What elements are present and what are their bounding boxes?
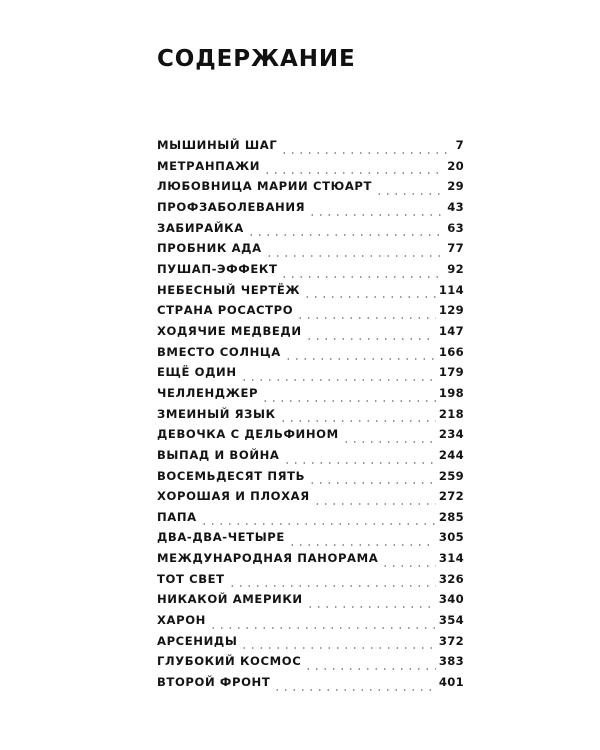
dot-leader — [263, 172, 444, 174]
toc-entry-title: НИКАКОЙ АМЕРИКИ — [157, 592, 303, 607]
toc-entry — [157, 427, 464, 448]
dot-leader — [375, 193, 444, 195]
toc-entry — [157, 365, 464, 386]
dot-leader — [279, 420, 436, 422]
toc-entry-page-number: 354 — [438, 613, 464, 628]
toc-entry-page-number: 244 — [438, 447, 464, 462]
dot-leader — [305, 338, 436, 340]
dot-leader — [280, 276, 444, 278]
toc-entry-title: ХОДЯЧИЕ МЕДВЕДИ — [157, 323, 302, 338]
toc-entry — [157, 200, 464, 221]
toc-entry-title: ХОРОШАЯ И ПЛОХАЯ — [157, 489, 310, 504]
toc-entry-page-number: 234 — [438, 427, 464, 442]
toc-entry-title: ХАРОН — [157, 613, 206, 628]
toc-entry-title: ТОТ СВЕТ — [157, 571, 225, 586]
toc-entry — [157, 179, 464, 200]
toc-entry — [157, 469, 464, 490]
toc-entry — [157, 138, 464, 159]
toc-entry-page-number: 401 — [438, 675, 464, 690]
toc-entry-title: МЕЖДУНАРОДНАЯ ПАНОРАМА — [157, 551, 379, 566]
toc-entry — [157, 324, 464, 345]
toc-entry — [157, 634, 464, 655]
toc-entry-title: ВЫПАД И ВОЙНА — [157, 447, 280, 462]
toc-entry — [157, 613, 464, 634]
toc-entry-title: ЕЩЁ ОДИН — [157, 365, 237, 380]
toc-entry — [157, 489, 464, 510]
dot-leader — [288, 544, 436, 546]
toc-entry — [157, 510, 464, 531]
toc-entry-page-number: 372 — [438, 633, 464, 648]
dot-leader — [308, 482, 436, 484]
dot-leader — [313, 503, 436, 505]
toc-entry — [157, 448, 464, 469]
toc-entry-title: ЗАБИРАЙКА — [157, 220, 244, 235]
toc-entry-page-number: 147 — [438, 323, 464, 338]
toc-entry — [157, 283, 464, 304]
table-of-contents — [157, 138, 464, 696]
dot-leader — [240, 647, 435, 649]
toc-entry-title: ЧЕЛЛЕНДЖЕР — [157, 385, 259, 400]
toc-entry-page-number: 314 — [438, 551, 464, 566]
toc-entry-title: ВТОРОЙ ФРОНТ — [157, 675, 271, 690]
toc-entry — [157, 262, 464, 283]
toc-entry-page-number: 305 — [438, 530, 464, 545]
toc-entry — [157, 303, 464, 324]
toc-entry-page-number: 179 — [438, 365, 464, 380]
dot-leader — [247, 234, 444, 236]
toc-entry — [157, 592, 464, 613]
toc-entry-title: ВОСЕМЬДЕСЯТ ПЯТЬ — [157, 468, 306, 483]
toc-entry — [157, 386, 464, 407]
toc-entry-page-number: 20 — [447, 158, 464, 173]
dot-leader — [303, 296, 436, 298]
toc-entry-page-number: 63 — [447, 220, 464, 235]
toc-entry — [157, 551, 464, 572]
toc-entry — [157, 654, 464, 675]
toc-entry-title: ДВА-ДВА-ЧЕТЫРЕ — [157, 530, 285, 545]
dot-leader — [261, 400, 436, 402]
toc-entry-title: ПРОФЗАБОЛЕВАНИЯ — [157, 199, 306, 214]
toc-entry-title: МЕТРАНПАЖИ — [157, 158, 261, 173]
toc-entry-title: ДЕВОЧКА С ДЕЛЬФИНОМ — [157, 427, 339, 442]
toc-entry-page-number: 259 — [438, 468, 464, 483]
toc-entry-page-number: 114 — [438, 282, 464, 297]
toc-entry — [157, 530, 464, 551]
toc-entry-page-number: 198 — [438, 385, 464, 400]
toc-entry-title: СТРАНА РОСАСТРО — [157, 303, 294, 318]
toc-entry-page-number: 77 — [447, 241, 464, 256]
toc-entry-title: НЕБЕСНЫЙ ЧЕРТЁЖ — [157, 282, 301, 297]
toc-entry-title: МЫШИНЫЙ ШАГ — [157, 138, 278, 152]
toc-entry-page-number: 92 — [447, 261, 464, 276]
toc-entry — [157, 159, 464, 180]
dot-leader — [228, 585, 436, 587]
toc-entry-title: ПУШАП-ЭФФЕКТ — [157, 261, 278, 276]
dot-leader — [296, 317, 436, 319]
toc-entry-page-number: 7 — [455, 138, 464, 152]
dot-leader — [265, 255, 445, 257]
toc-entry-title: ВМЕСТО СОЛНЦА — [157, 344, 281, 359]
toc-entry-page-number: 383 — [438, 654, 464, 669]
dot-leader — [306, 606, 436, 608]
dot-leader — [381, 565, 436, 567]
toc-entry-page-number: 340 — [438, 592, 464, 607]
toc-entry — [157, 221, 464, 242]
toc-entry-page-number: 29 — [447, 179, 464, 194]
dot-leader — [240, 379, 436, 381]
toc-entry-page-number: 129 — [438, 303, 464, 318]
page-title: СОДЕРЖАНИЕ — [157, 46, 356, 72]
dot-leader — [342, 441, 436, 443]
toc-entry-page-number: 272 — [438, 489, 464, 504]
dot-leader — [283, 462, 436, 464]
dot-leader — [273, 689, 436, 691]
toc-entry — [157, 407, 464, 428]
toc-entry-title: ЗМЕИНЫЙ ЯЗЫК — [157, 406, 276, 421]
dot-leader — [209, 627, 436, 629]
toc-entry-title: ПАПА — [157, 509, 197, 524]
dot-leader — [284, 358, 436, 360]
toc-entry-page-number: 166 — [438, 344, 464, 359]
toc-entry-page-number: 326 — [438, 571, 464, 586]
toc-entry — [157, 241, 464, 262]
toc-entry-page-number: 285 — [438, 509, 464, 524]
toc-entry-title: ГЛУБОКИЙ КОСМОС — [157, 654, 302, 669]
toc-entry — [157, 675, 464, 696]
dot-leader — [280, 152, 452, 154]
toc-entry-title: АРСЕНИДЫ — [157, 633, 238, 648]
dot-leader — [200, 523, 436, 525]
toc-entry — [157, 572, 464, 593]
dot-leader — [304, 668, 436, 670]
toc-entry-page-number: 218 — [438, 406, 464, 421]
toc-entry-title: ЛЮБОВНИЦА МАРИИ СТЮАРТ — [157, 179, 372, 194]
dot-leader — [308, 214, 444, 216]
toc-entry — [157, 345, 464, 366]
toc-entry-title: ПРОБНИК АДА — [157, 241, 262, 256]
toc-entry-page-number: 43 — [447, 199, 464, 214]
